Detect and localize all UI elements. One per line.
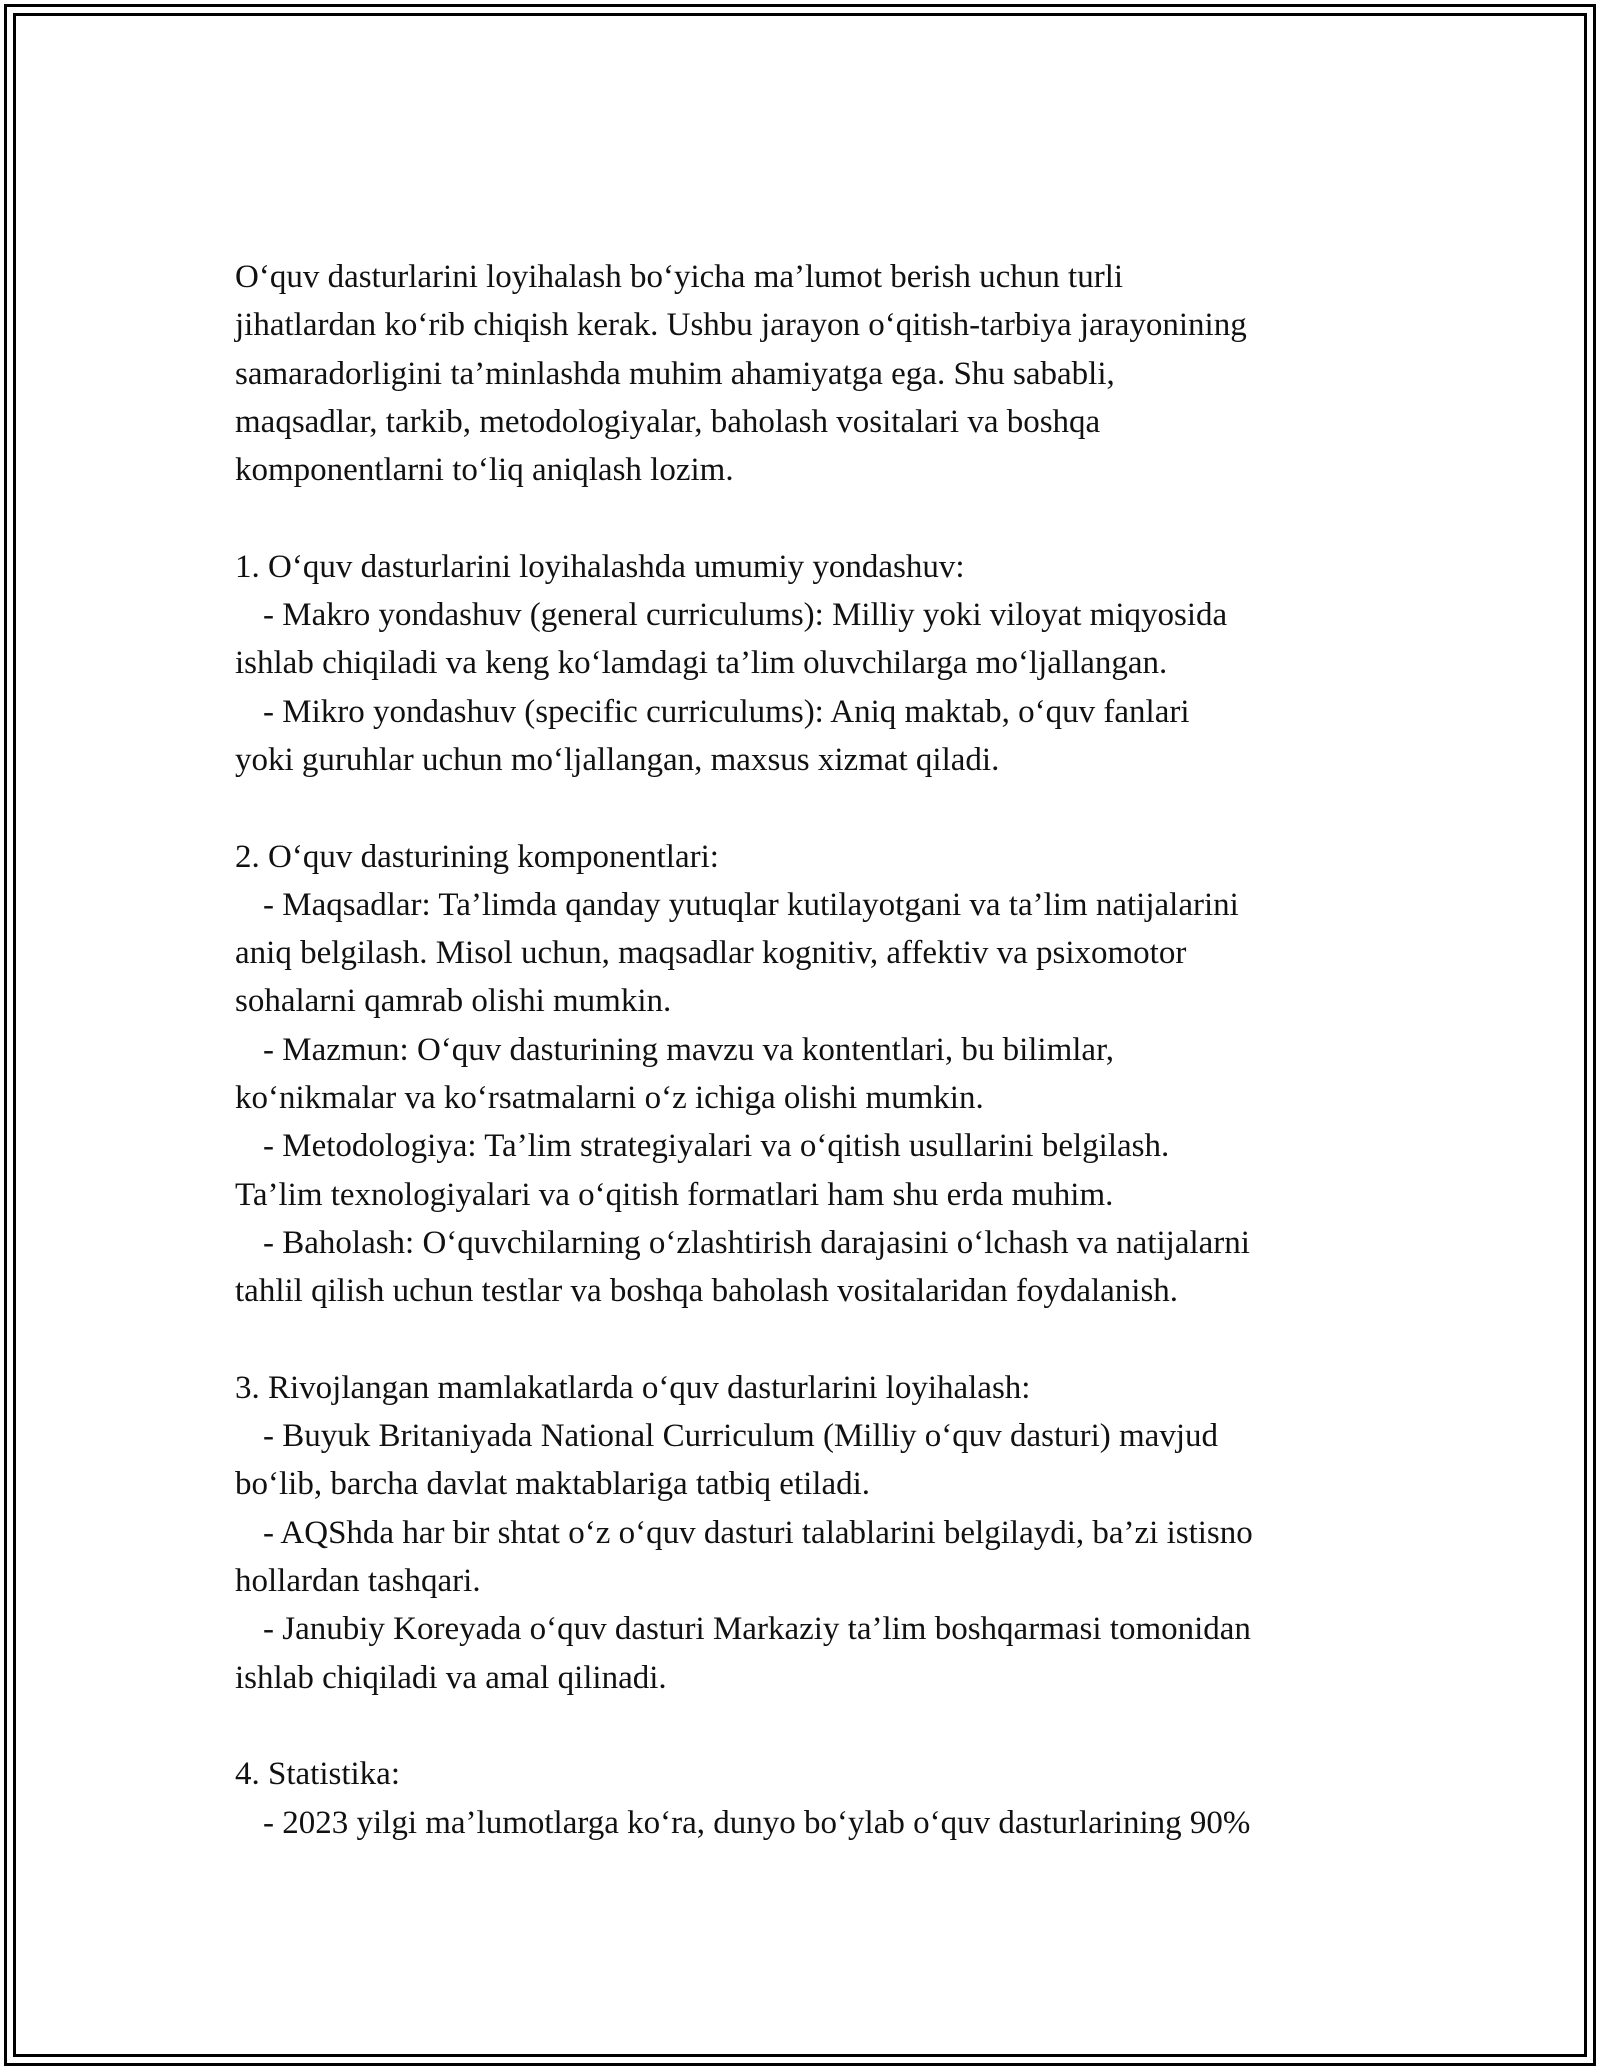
bullet-item — [235, 1026, 1405, 1123]
bullet-item — [235, 1412, 1405, 1509]
bullet-continuation-line: ishlab chiqiladi va keng ko‘lamdagi ta’lim oluvchilarga mo‘ljallangan. — [235, 645, 1168, 682]
bullet-continuation-line: yoki guruhlar uchun mo‘ljallangan, maxsus xizmat qiladi. — [235, 741, 1000, 778]
bullet-continuation-line: Ta’lim texnologiyalari va o‘qitish formatlari ham shu erda muhim. — [235, 1176, 1114, 1213]
numbered-sections — [235, 494, 1405, 1846]
intro-line: samaradorligini ta’minlashda muhim ahamiyatga ega. Shu sababli, — [235, 355, 1115, 392]
bullet-continuation-line: ishlab chiqiladi va amal qilinadi. — [235, 1659, 667, 1696]
bullet-first-line: - Baholash: O‘quvchilarning o‘zlashtirish darajasini o‘lchash va natijalarni — [263, 1224, 1250, 1261]
blank-line — [235, 784, 1405, 832]
section-heading: 2. O‘quv dasturining komponentlari: — [235, 838, 719, 875]
bullet-first-line: - Metodologiya: Ta’lim strategiyalari va o‘qitish usullarini belgilash. — [263, 1128, 1170, 1165]
bullet-item — [235, 1122, 1405, 1219]
bullet-continuation-line: aniq belgilash. Misol uchun, maqsadlar kognitiv, affektiv va psixomotor — [235, 935, 1187, 972]
section-heading: 4. Statistika: — [235, 1756, 400, 1793]
bullet-item — [235, 1509, 1405, 1606]
bullet-continuation-line: hollardan tashqari. — [235, 1563, 481, 1600]
section-3 — [235, 1364, 1405, 1702]
document-body — [235, 253, 1405, 1847]
bullet-first-line: - Makro yondashuv (general curriculums): Milliy yoki viloyat miqyosida — [263, 597, 1228, 634]
bullet-first-line: - AQShda har bir shtat o‘z o‘quv dasturi talablarini belgilaydi, ba’zi istisno — [263, 1514, 1253, 1551]
bullet-item — [235, 688, 1405, 785]
bullet-continuation-line: tahlil qilish uchun testlar va boshqa baholash vositalaridan foydalanish. — [235, 1273, 1179, 1310]
intro-line: jihatlardan ko‘rib chiqish kerak. Ushbu jarayon o‘qitish-tarbiya jarayonining — [235, 307, 1247, 344]
section-heading: 1. O‘quv dasturlarini loyihalashda umumiy yondashuv: — [235, 548, 965, 585]
blank-line — [235, 1702, 1405, 1750]
bullet-first-line: - Buyuk Britaniyada National Curriculum (Milliy o‘quv dasturi) mavjud — [263, 1418, 1219, 1455]
section-heading: 3. Rivojlangan mamlakatlarda o‘quv dasturlarini loyihalash: — [235, 1369, 1031, 1406]
bullet-continuation-line: sohalarni qamrab olishi mumkin. — [235, 983, 672, 1020]
bullet-first-line: - Mikro yondashuv (specific curriculums): Aniq maktab, o‘quv fanlari — [263, 693, 1190, 730]
bullet-first-line: - Janubiy Koreyada o‘quv dasturi Markaziy ta’lim boshqarmasi tomonidan — [263, 1611, 1251, 1648]
bullet-item — [235, 1219, 1405, 1316]
intro-line: O‘quv dasturlarini loyihalash bo‘yicha ma’lumot berish uchun turli — [235, 259, 1124, 295]
section-1 — [235, 543, 1405, 784]
bullet-continuation-line: bo‘lib, barcha davlat maktablariga tatbiq etiladi. — [235, 1466, 871, 1503]
bullet-first-line: - Maqsadlar: Ta’limda qanday yutuqlar kutilayotgani va ta’lim natijalarini — [263, 886, 1239, 923]
section-2 — [235, 833, 1405, 1316]
intro-line: maqsadlar, tarkib, metodologiyalar, baholash vositalari va boshqa — [235, 403, 1101, 440]
section-4 — [235, 1750, 1405, 1847]
bullet-continuation-line: ko‘nikmalar va ko‘rsatmalarni o‘z ichiga olishi mumkin. — [235, 1080, 984, 1117]
blank-line — [235, 1316, 1405, 1364]
intro-line: komponentlarni to‘liq aniqlash lozim. — [235, 452, 734, 489]
intro-paragraph — [235, 253, 1405, 494]
bullet-item — [235, 1605, 1405, 1702]
bullet-first-line: - 2023 yilgi ma’lumotlarga ko‘ra, dunyo bo‘ylab o‘quv dasturlarining 90% — [263, 1804, 1251, 1841]
bullet-item — [235, 591, 1405, 688]
bullet-item — [235, 1799, 1405, 1847]
blank-line — [235, 494, 1405, 542]
bullet-first-line: - Mazmun: O‘quv dasturining mavzu va kontentlari, bu bilimlar, — [263, 1031, 1114, 1068]
bullet-item — [235, 881, 1405, 1026]
